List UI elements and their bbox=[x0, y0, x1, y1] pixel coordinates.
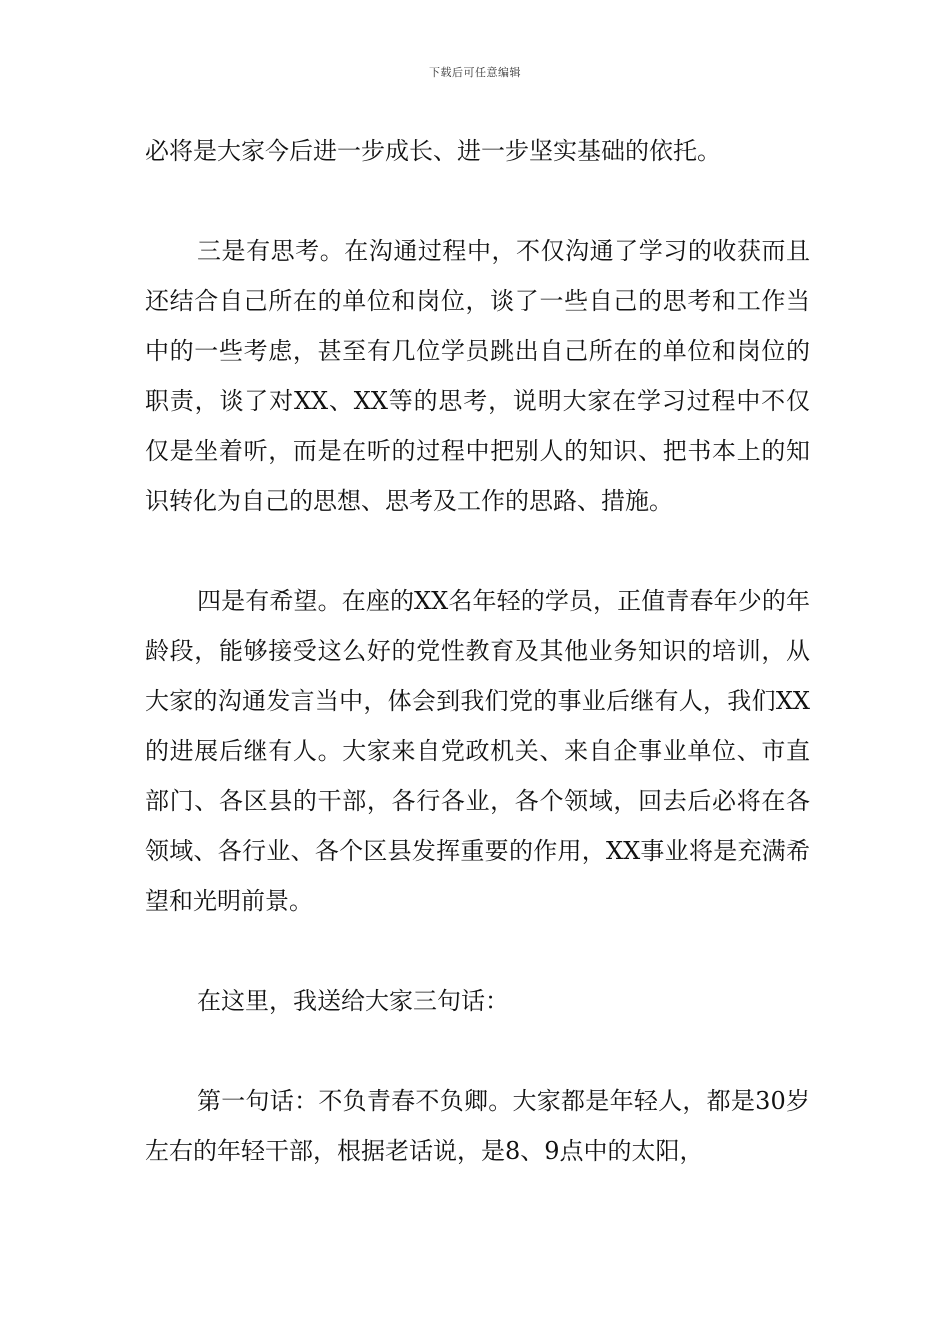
paragraph-gap bbox=[145, 526, 810, 576]
paragraph-hope: 四是有希望。在座的XX名年轻的学员，正值青春年少的年龄段，能够接受这么好的党性教育及其他业务知识的培训，从大家的沟通发言当中，体会到我们党的事业后继有人，我们XX的进展后继有人。大家来自党政机关、来自企事业单位、市直部门、各区县的干部，各行各业，各个领域，回去后必将在各领域、各行业、各个区县发挥重要的作用，XX事业将是充满希望和光明前景。 bbox=[145, 587, 810, 915]
document-body bbox=[145, 126, 810, 1176]
paragraph-gap bbox=[145, 176, 810, 226]
paragraph-gap bbox=[145, 1026, 810, 1076]
paragraph-thinking: 三是有思考。在沟通过程中，不仅沟通了学习的收获而且还结合自己所在的单位和岗位，谈了一些自己的思考和工作当中的一些考虑，甚至有几位学员跳出自己所在的单位和岗位的职责，谈了对XX、XX等的思考，说明大家在学习过程中不仅仅是坐着听，而是在听的过程中把别人的知识、把书本上的知识转化为自己的思想、思考及工作的思路、措施。 bbox=[145, 237, 810, 515]
paragraph-continuation: 必将是大家今后进一步成长、进一步坚实基础的依托。 bbox=[145, 137, 721, 165]
paragraph-gap bbox=[145, 926, 810, 976]
paragraph-first-sentence: 第一句话：不负青春不负卿。大家都是年轻人，都是30岁左右的年轻干部，根据老话说，是8、9点中的太阳， bbox=[145, 1087, 810, 1165]
paragraph-three-sentences: 在这里，我送给大家三句话： bbox=[197, 987, 509, 1015]
page-header: 下载后可任意编辑 bbox=[429, 66, 521, 79]
